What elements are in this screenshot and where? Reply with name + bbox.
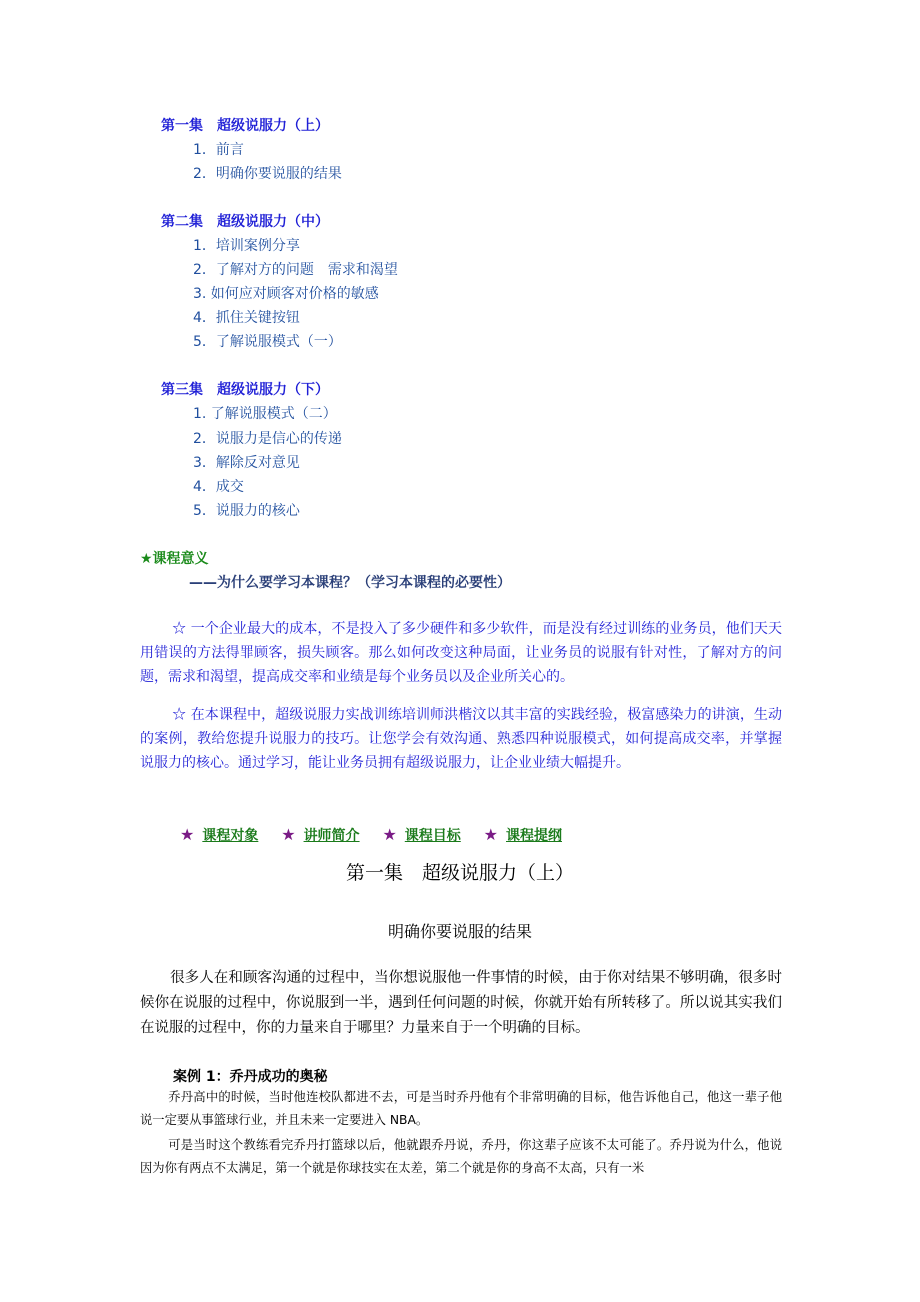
episode-1-item: 1．前言 bbox=[193, 142, 244, 158]
significance-title: ★课程意义 bbox=[140, 551, 209, 567]
star-icon: ★ bbox=[483, 825, 498, 844]
star-icon: ★ bbox=[180, 825, 195, 844]
episode-2-item: 4．抓住关键按钮 bbox=[193, 310, 300, 326]
case-paragraph-1 bbox=[140, 1086, 782, 1132]
link-course-outline[interactable]: 课程提纲 bbox=[506, 828, 562, 844]
course-nav bbox=[180, 825, 580, 845]
episode-2-title: 第二集 超级说服力（中） bbox=[161, 214, 329, 230]
episode-2-item: 3. 如何应对顾客对价格的敏感 bbox=[193, 286, 379, 302]
episode-3-item: 1. 了解说服模式（二） bbox=[193, 406, 337, 422]
paragraph-text: ☆ 一个企业最大的成本，不是投入了多少硬件和多少软件，而是没有经过训练的业务员，他们天天用错误的方法得罪顾客，损失顾客。那么如何改变这种局面，让业务员的说服有针对性，了解对方的问题，需求和渴望，提高成交率和业绩是每个业务员以及企业所关心的。 bbox=[140, 621, 782, 685]
episode-3-item: 4．成交 bbox=[193, 479, 244, 495]
episode-3-item: 5．说服力的核心 bbox=[193, 503, 300, 519]
significance-paragraph-2 bbox=[140, 704, 782, 775]
link-course-goals[interactable]: 课程目标 bbox=[404, 828, 461, 844]
section-title: 明确你要说服的结果 bbox=[387, 922, 532, 941]
significance-subtitle: ——为什么要学习本课程？（学习本课程的必要性） bbox=[189, 575, 511, 591]
significance-paragraph-1 bbox=[140, 618, 782, 689]
paragraph-text: ☆ 在本课程中，超级说服力实战训练培训师洪楷汶以其丰富的实践经验，极富感染力的讲演，生动的案例，教给您提升说服力的技巧。让您学会有效沟通、熟悉四种说服模式，如何提高成交率，并掌握说服力的核心。通过学习，能让业务员拥有超级说服力，让企业业绩大幅提升。 bbox=[140, 707, 782, 771]
case-paragraph-2 bbox=[140, 1134, 782, 1180]
paragraph-text: 很多人在和顾客沟通的过程中，当你想说服他一件事情的时候，由于你对结果不够明确，很多时候你在说服的过程中，你说服到一半，遇到任何问题的时候，你就开始有所转移了。所以说其实我们在说服的过程中，你的力量来自于哪里？力量来自于一个明确的目标。 bbox=[140, 970, 782, 1036]
episode-2-item: 5．了解说服模式（一） bbox=[193, 334, 342, 350]
episode-2-item: 1．培训案例分享 bbox=[193, 238, 300, 254]
episode-3-title: 第三集 超级说服力（下） bbox=[161, 382, 329, 398]
paragraph-text: 乔丹高中的时候，当时他连校队都进不去，可是当时乔丹他有个非常明确的目标，他告诉他自己，他这一辈子他说一定要从事篮球行业，并且未来一定要进入 NBA。 bbox=[140, 1090, 782, 1127]
episode-1-title: 第一集 超级说服力（上） bbox=[161, 118, 329, 134]
chapter-paragraph bbox=[140, 966, 782, 1041]
star-icon: ★ bbox=[382, 825, 397, 844]
link-course-audience[interactable]: 课程对象 bbox=[202, 828, 259, 844]
episode-3-item: 2．说服力是信心的传递 bbox=[193, 431, 342, 447]
episode-2-item: 2．了解对方的问题 需求和渴望 bbox=[193, 262, 398, 278]
episode-3-item: 3．解除反对意见 bbox=[193, 455, 300, 471]
chapter-title: 第一集 超级说服力（上） bbox=[345, 862, 574, 884]
link-instructor-intro[interactable]: 讲师简介 bbox=[303, 828, 360, 844]
case-title: 案例 1：乔丹成功的奥秘 bbox=[173, 1069, 328, 1085]
star-icon: ★ bbox=[281, 825, 296, 844]
paragraph-text: 可是当时这个教练看完乔丹打篮球以后，他就跟乔丹说，乔丹，你这辈子应该不太可能了。乔丹说为什么，他说因为你有两点不太满足，第一个就是你球技实在太差，第二个就是你的身高不太高，只有一米 bbox=[140, 1138, 782, 1175]
episode-1-item: 2．明确你要说服的结果 bbox=[193, 166, 342, 182]
